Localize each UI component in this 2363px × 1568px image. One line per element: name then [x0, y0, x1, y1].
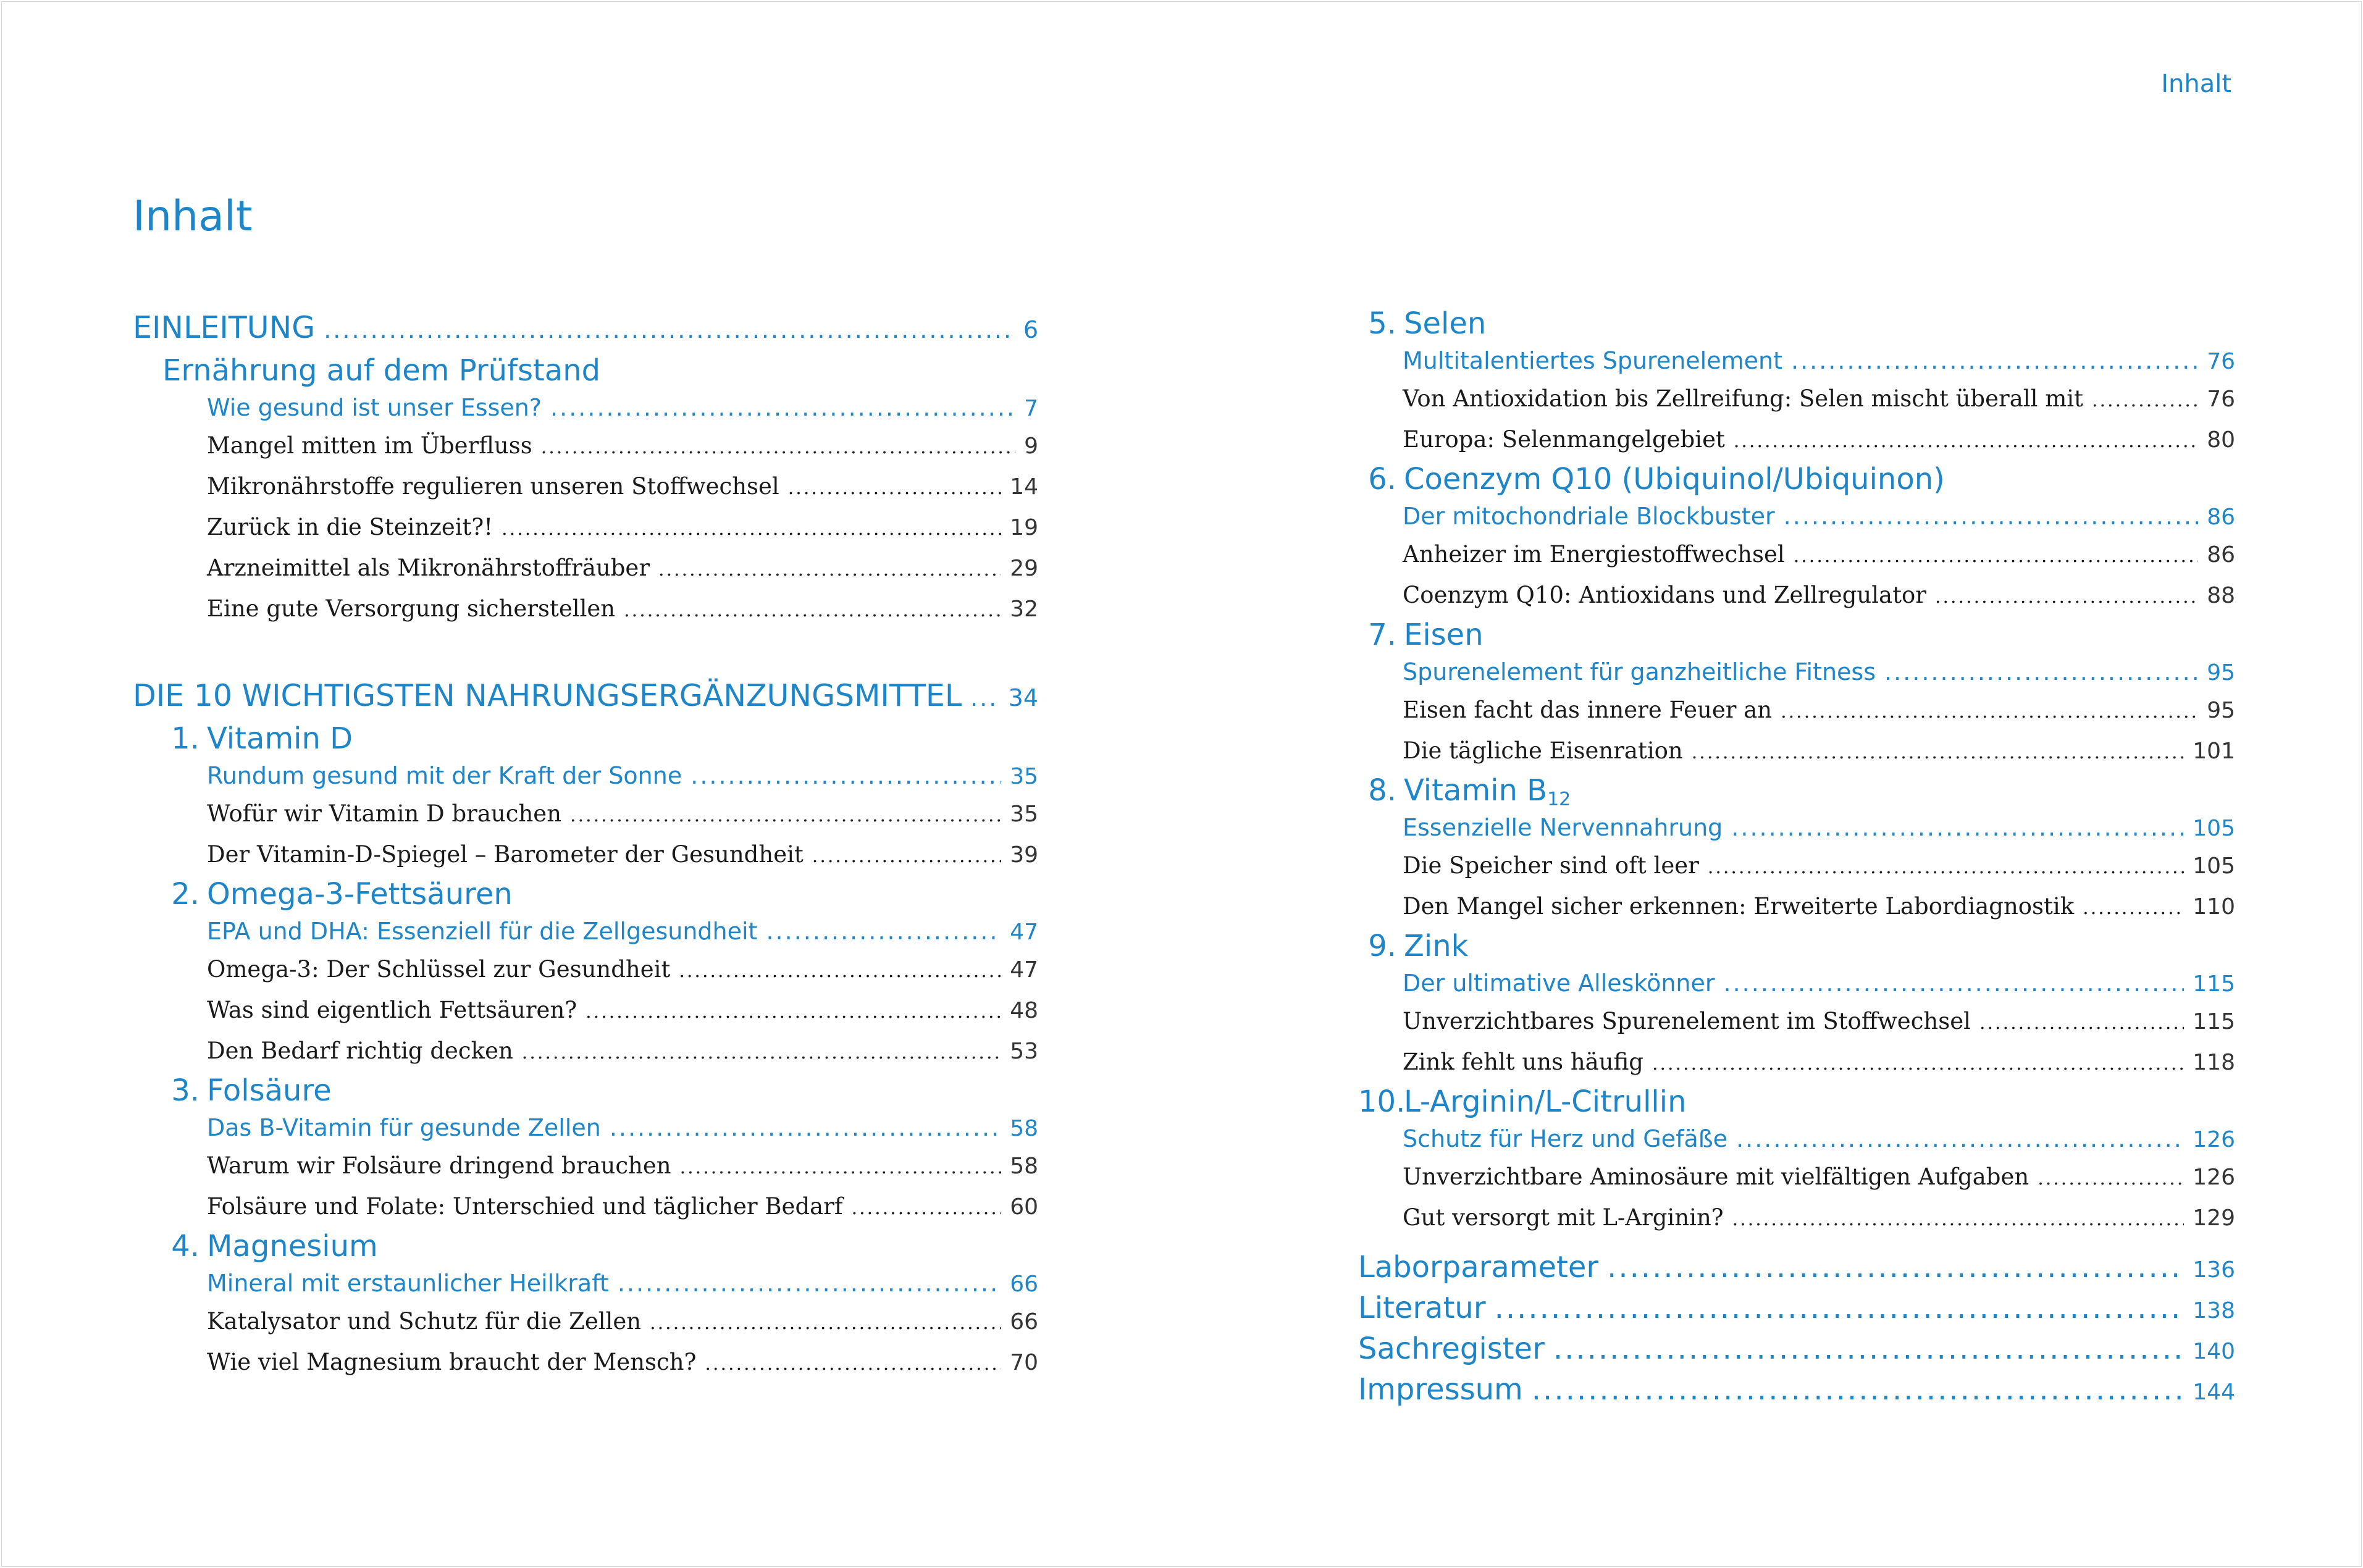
toc-page-number: 29 — [1010, 556, 1038, 581]
toc-page-number: 7 — [1024, 396, 1038, 421]
toc-entry-label: Eine gute Versorgung sicherstellen — [207, 595, 616, 622]
dot-leader — [1732, 1199, 2185, 1240]
toc-subtitle-label: Essenzielle Nervennahrung — [1403, 814, 1723, 841]
toc-subtitle[interactable] — [207, 1265, 1038, 1301]
dot-leader — [1979, 1003, 2184, 1044]
chapter-title: Folsäure — [207, 1073, 332, 1108]
dot-leader — [502, 509, 1001, 550]
toc-page-number: 53 — [1010, 1039, 1038, 1064]
toc-entry-label: Folsäure und Folate: Unterschied und täglicher Bedarf — [207, 1193, 843, 1220]
toc-entry-label: Coenzym Q10: Antioxidans und Zellregulator — [1403, 582, 1926, 608]
toc-entry[interactable] — [1403, 575, 2235, 616]
toc-subtitle[interactable] — [1403, 343, 2235, 379]
toc-page-number: 19 — [1010, 515, 1038, 540]
toc-chapter-heading[interactable] — [162, 1071, 1038, 1110]
toc-subtitle[interactable] — [1403, 498, 2235, 534]
dot-leader — [650, 1303, 1001, 1344]
dot-leader — [1734, 421, 2198, 462]
toc-page-number: 66 — [1010, 1272, 1038, 1297]
dot-leader — [541, 427, 1015, 468]
toc-page-number: 9 — [1024, 434, 1038, 459]
dot-leader — [1781, 692, 2198, 732]
toc-page-number: 95 — [2207, 660, 2235, 685]
dot-leader — [680, 1147, 1002, 1188]
toc-page-number: 58 — [1010, 1116, 1038, 1141]
toc-entry[interactable] — [1403, 1042, 2235, 1083]
chapter-number: 8. — [1368, 773, 1396, 808]
dot-leader — [812, 836, 1001, 877]
toc-entry-label: Anheizer im Energiestoffwechsel — [1403, 541, 1785, 568]
toc-entry[interactable] — [1403, 690, 2235, 731]
toc-entry[interactable] — [207, 426, 1038, 466]
toc-page-number: 39 — [1010, 842, 1038, 868]
toc-entry-label: Von Antioxidation bis Zellreifung: Selen mischt überall mit — [1403, 385, 2083, 412]
toc-page-number: 34 — [1008, 684, 1038, 711]
toc-entry[interactable] — [1403, 534, 2235, 575]
toc-entry-label: Mikronährstoffe regulieren unseren Stoffwechsel — [207, 473, 779, 500]
toc-page-number: 95 — [2207, 698, 2235, 723]
toc-page-number: 47 — [1010, 920, 1038, 945]
toc-entry-label: Was sind eigentlich Fettsäuren? — [207, 997, 577, 1023]
toc-entry[interactable] — [207, 1186, 1038, 1227]
toc-subtitle[interactable] — [1403, 654, 2235, 690]
dot-leader — [2083, 888, 2184, 929]
toc-page-number: 14 — [1010, 474, 1038, 500]
toc-page-number: 138 — [2193, 1298, 2235, 1323]
toc-entry-label: Katalysator und Schutz für die Zellen — [207, 1308, 642, 1335]
toc-subtitle[interactable] — [1403, 965, 2235, 1001]
chapter-number: 9. — [1368, 929, 1396, 963]
toc-entry-label: Unverzichtbare Aminosäure mit vielfältigen Aufgaben — [1403, 1163, 2029, 1190]
toc-backmatter-literatur[interactable] — [1358, 1288, 2235, 1328]
toc-entry[interactable] — [1403, 1197, 2235, 1238]
toc-page-number: 126 — [2193, 1127, 2235, 1152]
toc-page-number: 88 — [2207, 583, 2235, 608]
toc-page-number: 144 — [2193, 1380, 2235, 1405]
chapter-title: Magnesium — [207, 1229, 378, 1264]
toc-part-label: DIE 10 WICHTIGSTEN NAHRUNGSERGÄNZUNGSMITTEL — [133, 678, 962, 713]
toc-entry[interactable] — [207, 1301, 1038, 1342]
toc-page-number: 32 — [1010, 597, 1038, 622]
dot-leader — [705, 1344, 1001, 1385]
chapter-title: Zink — [1404, 929, 1469, 963]
toc-subtitle-label: Das B-Vitamin für gesunde Zellen — [207, 1114, 601, 1141]
toc-page-number: 35 — [1010, 764, 1038, 789]
dot-leader — [690, 758, 1001, 794]
toc-backmatter-label: Literatur — [1358, 1291, 1486, 1325]
toc-subtitle-label: Der mitochondriale Blockbuster — [1403, 503, 1775, 530]
toc-page-number: 48 — [1010, 998, 1038, 1023]
toc-backmatter-impressum[interactable] — [1358, 1369, 2235, 1410]
toc-backmatter-laborparameter[interactable] — [1358, 1247, 2235, 1288]
chapter-title: Coenzym Q10 (Ubiquinol/Ubiquinon) — [1404, 462, 1945, 497]
toc-entry-label: Wie viel Magnesium braucht der Mensch? — [207, 1349, 697, 1375]
chapter-number: 5. — [1368, 306, 1396, 341]
toc-entry-label: Unverzichtbares Spurenelement im Stoffwechsel — [1403, 1008, 1971, 1034]
toc-chapter-heading[interactable] — [1358, 460, 2235, 498]
dot-leader — [1708, 847, 2184, 888]
toc-subtitle[interactable] — [207, 913, 1038, 949]
toc-entry[interactable] — [1403, 845, 2235, 886]
chapter-title: Vitamin D — [207, 721, 353, 756]
dot-leader — [618, 1265, 1001, 1301]
toc-entry[interactable] — [207, 990, 1038, 1031]
toc-subpart-title[interactable]: Ernährung auf dem Prüfstand — [162, 353, 601, 388]
toc-page-number: 136 — [2193, 1257, 2235, 1283]
toc-part-top10[interactable] — [133, 673, 1038, 719]
toc-entry-label: Zink fehlt uns häufig — [1403, 1049, 1643, 1075]
toc-chapter-heading[interactable] — [1358, 771, 2235, 810]
toc-entry[interactable] — [1403, 379, 2235, 419]
toc-chapter-heading[interactable] — [1358, 1083, 2235, 1121]
toc-entry-label: Den Mangel sicher erkennen: Erweiterte Labordiagnostik — [1403, 893, 2075, 920]
chapter-number: 10. — [1358, 1084, 1406, 1119]
toc-subtitle-label: EPA und DHA: Essenziell für die Zellgesundheit — [207, 918, 758, 945]
dot-leader — [1652, 1044, 2184, 1084]
dot-leader — [1731, 810, 2184, 845]
chapter-number: 3. — [171, 1073, 199, 1108]
toc-entry-label: Arzneimittel als Mikronährstoffräuber — [207, 555, 650, 581]
toc-entry[interactable] — [207, 548, 1038, 589]
toc-entry[interactable] — [1403, 419, 2235, 460]
toc-page-number: 110 — [2193, 894, 2235, 920]
dot-leader — [586, 992, 1001, 1033]
toc-entry-label: Wofür wir Vitamin D brauchen — [207, 800, 562, 827]
toc-entry[interactable] — [1403, 731, 2235, 771]
dot-leader — [624, 590, 1001, 631]
toc-entry-label: Eisen facht das innere Feuer an — [1403, 697, 1773, 723]
toc-chapter-heading[interactable] — [162, 875, 1038, 913]
toc-subtitle[interactable] — [1403, 1121, 2235, 1157]
toc-entry[interactable] — [207, 949, 1038, 990]
toc-page-number: 129 — [2193, 1205, 2235, 1231]
dot-leader — [1736, 1121, 2184, 1157]
toc-page-number: 105 — [2193, 853, 2235, 879]
toc-backmatter-label: Sachregister — [1358, 1331, 1545, 1366]
toc-entry-label: Gut versorgt mit L-Arginin? — [1403, 1204, 1724, 1231]
toc-page-number: 115 — [2193, 1009, 2235, 1034]
dot-leader — [1884, 654, 2198, 690]
toc-subtitle-label: Mineral mit erstaunlicher Heilkraft — [207, 1270, 609, 1297]
toc-page-number: 66 — [1010, 1309, 1038, 1335]
toc-subtitle[interactable] — [207, 758, 1038, 794]
dot-leader — [324, 306, 1015, 353]
toc-page-number: 76 — [2207, 387, 2235, 412]
toc-backmatter-label: Laborparameter — [1358, 1250, 1599, 1285]
chapter-title: Selen — [1404, 306, 1487, 341]
toc-page-number: 140 — [2193, 1339, 2235, 1364]
toc-entry-label: Warum wir Folsäure dringend brauchen — [207, 1152, 671, 1179]
toc-entry[interactable] — [1403, 886, 2235, 927]
dot-leader — [1553, 1328, 2184, 1369]
chapter-number: 7. — [1368, 618, 1396, 652]
dot-leader — [1724, 965, 2185, 1001]
dot-leader — [852, 1188, 1002, 1229]
toc-entry-label: Die tägliche Eisenration — [1403, 737, 1683, 764]
toc-entry[interactable] — [1403, 1001, 2235, 1042]
toc-page-number: 86 — [2207, 505, 2235, 530]
dot-leader — [1794, 536, 2198, 577]
chapter-number: 4. — [171, 1229, 199, 1264]
toc-page-number: 76 — [2207, 349, 2235, 374]
chapter-number: 6. — [1368, 462, 1396, 497]
toc-page-number: 70 — [1010, 1350, 1038, 1375]
toc-subtitle-label: Spurenelement für ganzheitliche Fitness — [1403, 658, 1876, 685]
chapter-title: Eisen — [1404, 618, 1484, 652]
toc-subtitle-label: Der ultimative Alleskönner — [1403, 970, 1715, 997]
chapter-title: Omega-3-Fettsäuren — [207, 877, 513, 912]
toc-entry-label: Mangel mitten im Überfluss — [207, 432, 532, 459]
dot-leader — [610, 1110, 1001, 1146]
dot-leader — [1495, 1288, 2185, 1328]
toc-page-number: 118 — [2193, 1050, 2235, 1075]
toc-part-einleitung[interactable] — [133, 304, 1038, 351]
toc-chapter-heading[interactable] — [1358, 304, 2235, 343]
toc-entry-label: Omega-3: Der Schlüssel zur Gesundheit — [207, 956, 671, 983]
toc-subtitle[interactable] — [207, 1110, 1038, 1146]
dot-leader — [522, 1033, 1001, 1073]
dot-leader — [2092, 380, 2198, 421]
chapter-title: L-Arginin/L-Citrullin — [1404, 1084, 1687, 1119]
dot-leader — [1532, 1369, 2184, 1410]
toc-subtitle-label: Schutz für Herz und Gefäße — [1403, 1125, 1728, 1152]
toc-page-number: 86 — [2207, 542, 2235, 568]
dot-leader — [788, 468, 1001, 509]
dot-leader — [570, 795, 1001, 836]
toc-page-number: 60 — [1010, 1194, 1038, 1220]
dot-leader — [1791, 343, 2198, 379]
dot-leader — [766, 913, 1001, 949]
toc-page-number: 126 — [2193, 1165, 2235, 1190]
toc-page-number: 105 — [2193, 816, 2235, 841]
toc-entry[interactable] — [207, 466, 1038, 507]
toc-backmatter-label: Impressum — [1358, 1372, 1523, 1407]
dot-leader — [1935, 577, 2198, 618]
toc-page-number: 35 — [1010, 802, 1038, 827]
dot-leader — [550, 390, 1015, 426]
toc-right-column — [1358, 304, 2235, 1410]
toc-subtitle[interactable] — [207, 390, 1038, 426]
toc-page-number: 115 — [2193, 971, 2235, 997]
toc-entry-label: Zurück in die Steinzeit?! — [207, 514, 493, 540]
dot-leader — [2038, 1159, 2184, 1199]
dot-leader — [679, 951, 1001, 992]
toc-subtitle-label: Rundum gesund mit der Kraft der Sonne — [207, 762, 682, 789]
toc-entry[interactable] — [1403, 1157, 2235, 1197]
toc-chapter-heading[interactable] — [162, 719, 1038, 758]
running-head: Inhalt — [2161, 70, 2231, 98]
toc-entry-label: Den Bedarf richtig decken — [207, 1038, 513, 1064]
toc-entry[interactable] — [207, 1031, 1038, 1071]
toc-entry[interactable] — [207, 794, 1038, 834]
page-title: Inhalt — [133, 191, 253, 241]
toc-subtitle[interactable] — [1403, 810, 2235, 845]
toc-entry-label: Die Speicher sind oft leer — [1403, 852, 1699, 879]
toc-entry-label: Der Vitamin-D-Spiegel – Barometer der Gesundheit — [207, 841, 804, 868]
dot-leader — [1607, 1247, 2184, 1288]
toc-page-number: 6 — [1023, 316, 1038, 343]
toc-entry[interactable] — [207, 1342, 1038, 1383]
toc-entry[interactable] — [207, 834, 1038, 875]
toc-page-number: 80 — [2207, 427, 2235, 453]
toc-subtitle-label: Multitalentiertes Spurenelement — [1403, 347, 1782, 374]
toc-entry-label: Europa: Selenmangelgebiet — [1403, 426, 1725, 453]
toc-backmatter-sachregister[interactable] — [1358, 1328, 2235, 1369]
chapter-title-text: Vitamin B — [1404, 773, 1548, 808]
toc-entry[interactable] — [207, 507, 1038, 548]
toc-page-number: 58 — [1010, 1154, 1038, 1179]
toc-left-column — [133, 304, 1038, 1383]
dot-leader — [658, 550, 1001, 590]
toc-chapter-heading[interactable] — [1358, 927, 2235, 965]
chapter-number: 2. — [171, 877, 199, 912]
dot-leader — [1692, 732, 2185, 773]
chapter-number: 1. — [171, 721, 199, 756]
toc-entry[interactable] — [207, 589, 1038, 629]
toc-chapter-heading[interactable] — [162, 1227, 1038, 1265]
toc-subtitle-label: Wie gesund ist unser Essen? — [207, 394, 542, 421]
dot-leader — [1784, 498, 2199, 534]
toc-entry[interactable] — [207, 1146, 1038, 1186]
chapter-title-subscript: 12 — [1547, 789, 1571, 810]
toc-chapter-heading[interactable] — [1358, 616, 2235, 654]
dot-leader — [970, 674, 1000, 721]
toc-page-number: 47 — [1010, 957, 1038, 983]
book-spread — [1, 1, 2362, 1567]
toc-page-number: 101 — [2193, 739, 2235, 764]
toc-part-label: EINLEITUNG — [133, 310, 316, 345]
